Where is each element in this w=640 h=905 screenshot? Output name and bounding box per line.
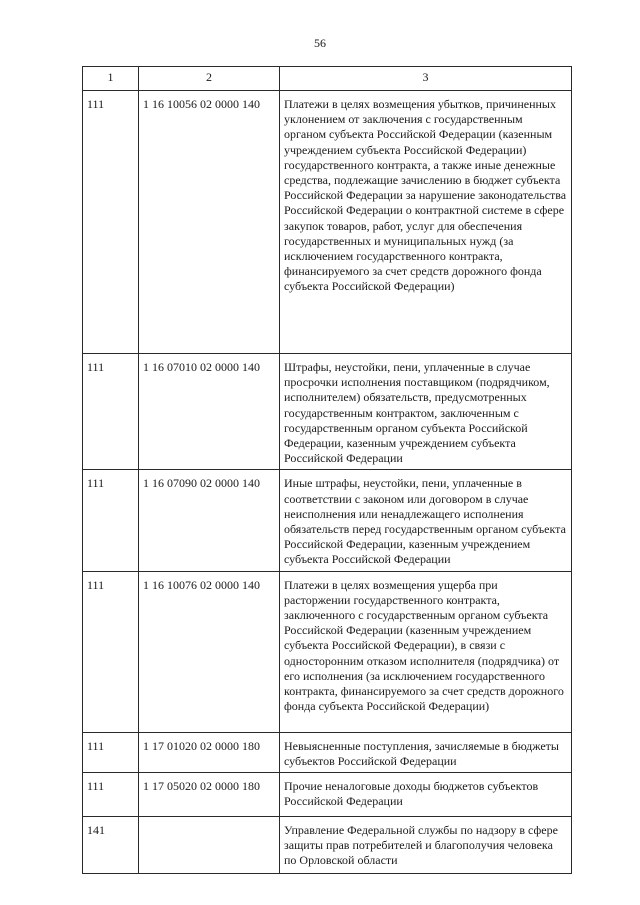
table-row (83, 817, 572, 874)
header-column-3: 3 (280, 67, 572, 91)
description-cell: Управление Федеральной службы по надзору в сфере защиты прав потребителей и благополучия человека по Орловской области (280, 817, 572, 874)
header-column-1: 1 (83, 67, 139, 91)
description-cell: Иные штрафы, неустойки, пени, уплаченные в соответствии с законом или договором в случае неисполнения или ненадлежащего исполнения обязательств перед государственным органом субъекта Российской Федерации, казенным учреждением субъекта Российской Федерации (280, 470, 572, 571)
table-row (83, 470, 572, 571)
table-row (83, 354, 572, 470)
table-header-row (83, 67, 572, 91)
income-code-cell (139, 817, 280, 874)
table-row (83, 91, 572, 354)
table-row (83, 571, 572, 732)
table-row (83, 732, 572, 772)
admin-code-cell: 111 (83, 773, 139, 817)
admin-code-cell: 111 (83, 571, 139, 732)
admin-code-cell: 141 (83, 817, 139, 874)
income-code-cell: 1 17 01020 02 0000 180 (139, 732, 280, 772)
admin-code-cell: 111 (83, 732, 139, 772)
description-cell: Платежи в целях возмещения убытков, причиненных уклонением от заключения с государственным органом субъекта Российской Федерации (казенным учреждением субъекта Российской Федерации) государственного контракта, а также иные денежные средства, подлежащие зачислению в бюджет субъекта Российской Федерации за нарушение законодательства Российской Федерации о контрактной системе в сфере закупок товаров, работ, услуг для обеспечения государственных и муниципальных нужд (за исключением государственного контракта, финансируемого за счет средств дорожного фонда субъекта Российской Федерации) (280, 91, 572, 354)
description-cell: Штрафы, неустойки, пени, уплаченные в случае просрочки исполнения поставщиком (подрядчиком, исполнителем) обязательств, предусмотренных государственным контрактом, заключенным с государственным органом субъекта Российской Федерации, казенным учреждением субъекта Российской Федерации (280, 354, 572, 470)
income-code-cell: 1 16 10056 02 0000 140 (139, 91, 280, 354)
income-code-cell: 1 17 05020 02 0000 180 (139, 773, 280, 817)
header-column-2: 2 (139, 67, 280, 91)
income-code-cell: 1 16 07010 02 0000 140 (139, 354, 280, 470)
budget-classification-table (82, 66, 572, 874)
description-cell: Прочие неналоговые доходы бюджетов субъектов Российской Федерации (280, 773, 572, 817)
admin-code-cell: 111 (83, 470, 139, 571)
page-number: 56 (314, 36, 326, 50)
admin-code-cell: 111 (83, 91, 139, 354)
description-cell: Платежи в целях возмещения ущерба при расторжении государственного контракта, заключенного с государственным органом субъекта Российской Федерации (казенным учреждением субъекта Российской Федерации), в связи с односторонним отказом исполнителя (подрядчика) от его исполнения (за исключением государственного контракта, финансируемого за счет средств дорожного фонда субъекта Российской Федерации) (280, 571, 572, 732)
admin-code-cell: 111 (83, 354, 139, 470)
table-row (83, 773, 572, 817)
income-code-cell: 1 16 10076 02 0000 140 (139, 571, 280, 732)
description-cell: Невыясненные поступления, зачисляемые в бюджеты субъектов Российской Федерации (280, 732, 572, 772)
income-code-cell: 1 16 07090 02 0000 140 (139, 470, 280, 571)
